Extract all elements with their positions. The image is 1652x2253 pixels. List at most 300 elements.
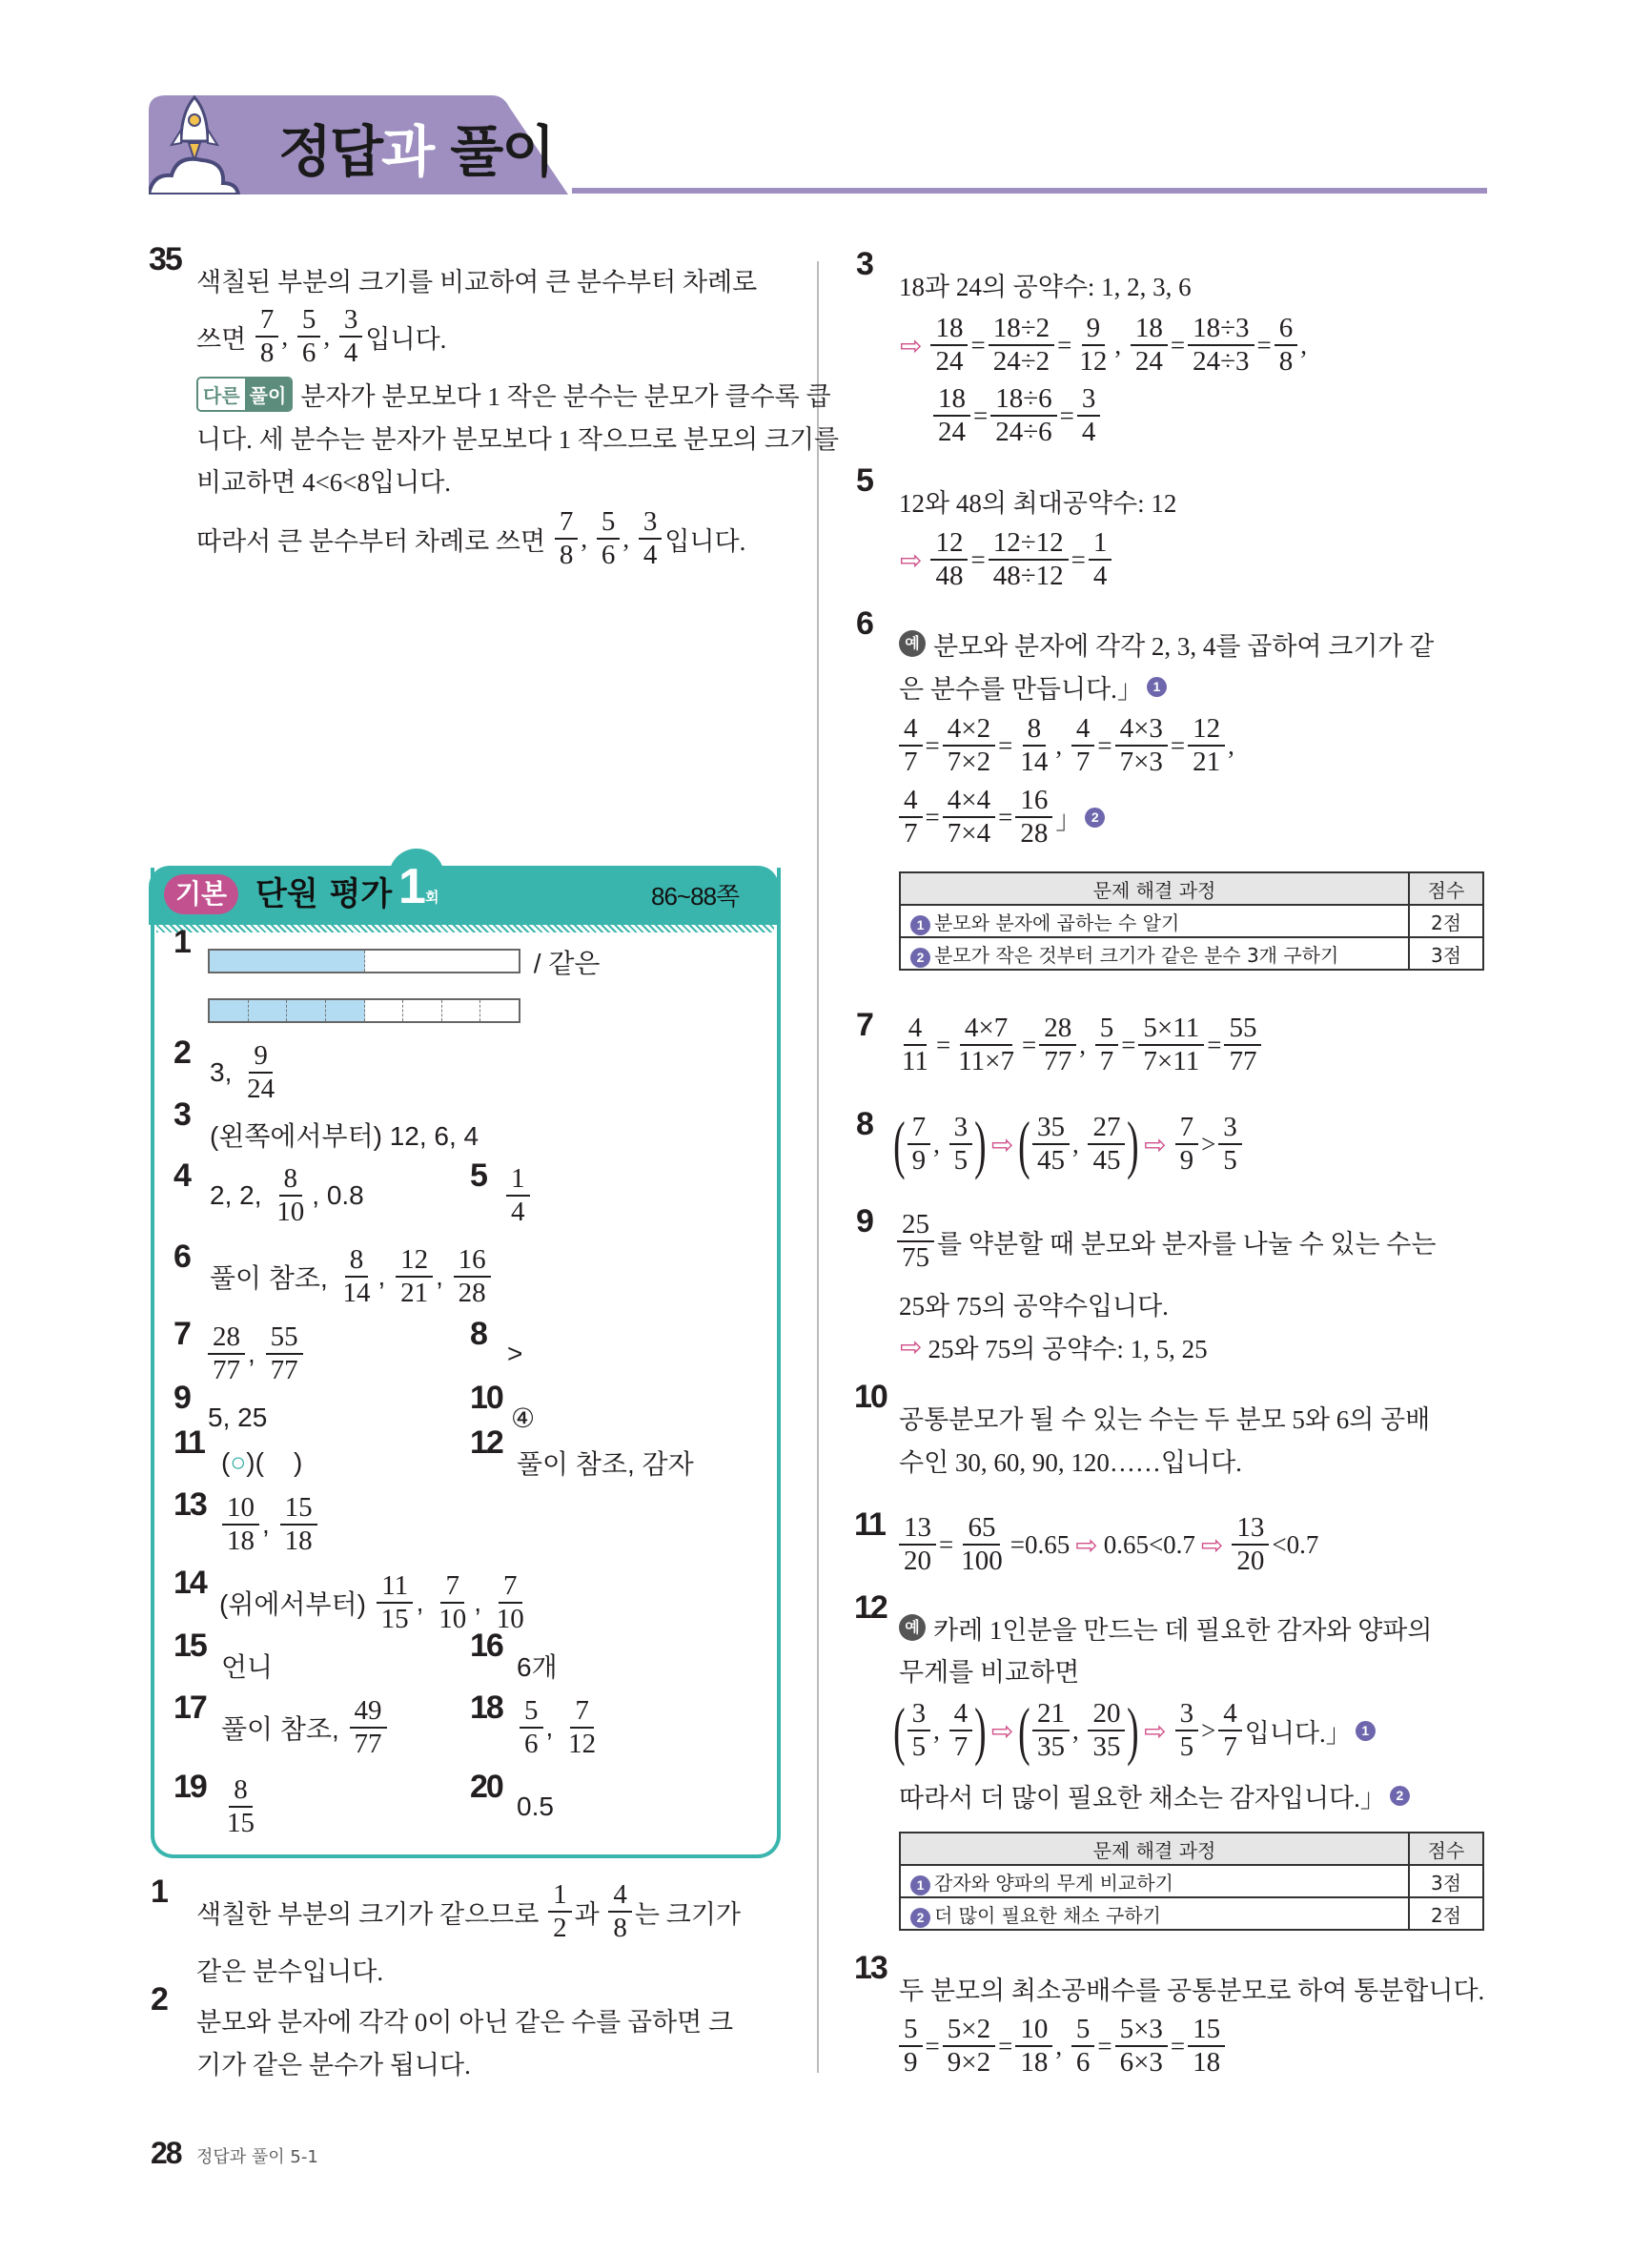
- text: 과: [574, 1899, 606, 1929]
- denominator: 24: [938, 417, 966, 447]
- fraction: [930, 313, 968, 378]
- text: ,: [474, 1587, 489, 1617]
- denominator: 9: [904, 2047, 918, 2078]
- fraction: [943, 2014, 995, 2079]
- numerator: 7: [440, 1570, 464, 1604]
- answer: [517, 1690, 603, 1766]
- text: =: [970, 544, 986, 574]
- fraction: [908, 1112, 931, 1177]
- title-part: 정답: [278, 119, 382, 184]
- step-marker: 2: [1390, 1786, 1410, 1806]
- text: =: [998, 730, 1013, 760]
- numerator: 8: [345, 1244, 369, 1278]
- fraction: [1015, 713, 1052, 778]
- text: ,: [1114, 330, 1128, 359]
- denominator: 77: [270, 1355, 298, 1385]
- fraction: [1218, 1112, 1242, 1177]
- text: ,: [1079, 1030, 1092, 1059]
- step-text: 분모와 분자에 곱하는 수 알기: [934, 911, 1180, 934]
- step-points: 3점: [1409, 1865, 1483, 1897]
- fraction: [434, 1570, 471, 1635]
- denominator: 18: [227, 1526, 255, 1556]
- text: =: [998, 2031, 1013, 2060]
- numerator: 27: [1088, 1112, 1125, 1145]
- text: ,: [545, 1712, 561, 1742]
- page-range: 86~88쪽: [651, 882, 740, 911]
- numerator: 18: [1131, 313, 1168, 346]
- parenthesis: (: [893, 1694, 906, 1767]
- answer: [517, 1424, 694, 1501]
- arrow-icon: ⇨: [900, 1330, 923, 1362]
- step-points: 2점: [1409, 905, 1483, 937]
- text: (위에서부터): [219, 1589, 374, 1619]
- denominator: 21: [400, 1278, 429, 1308]
- problem-number: 7: [856, 1007, 872, 1043]
- step-marker: 1: [1356, 1721, 1376, 1741]
- fraction: [266, 1321, 303, 1386]
- answer: [210, 1157, 364, 1234]
- text: ,: [323, 321, 337, 351]
- step-text: 더 많이 필요한 채소 구하기: [934, 1903, 1161, 1927]
- numerator: 12÷12: [989, 527, 1069, 561]
- denominator: 24: [1134, 346, 1163, 377]
- solution-line: [896, 707, 1234, 784]
- fraction: [563, 1695, 601, 1760]
- denominator: 2: [553, 1913, 567, 1943]
- numerator: 9: [1082, 313, 1106, 346]
- page-number: 28: [151, 2136, 181, 2170]
- bar-segment-filled: [210, 1000, 249, 1021]
- denominator: 4: [343, 338, 358, 368]
- answer-number: 18: [470, 1690, 502, 1726]
- title-part: 과: [381, 119, 434, 184]
- denominator: 8: [1278, 346, 1294, 377]
- text: 25와 75의 공약수: 1, 5, 25: [928, 1334, 1208, 1363]
- fraction: [899, 1512, 936, 1577]
- numerator: 5: [1071, 2014, 1095, 2047]
- fraction: [548, 1879, 572, 1944]
- denominator: 45: [1036, 1145, 1065, 1176]
- solution-line: [894, 1308, 1208, 1384]
- text: )( ): [246, 1447, 303, 1477]
- answer: [526, 924, 600, 1000]
- denominator: 7: [904, 747, 918, 777]
- text: 카레 1인분을 만드는 데 필요한 감자와 양파의: [933, 1615, 1433, 1645]
- fraction: [1088, 1698, 1125, 1763]
- fraction: [555, 506, 579, 571]
- solution-line: [894, 307, 1307, 383]
- text: <0.7: [1272, 1529, 1319, 1559]
- numerator: 5: [899, 2014, 923, 2047]
- denominator: 11: [902, 1046, 928, 1076]
- problem-number: 3: [856, 246, 872, 282]
- answer-number: 9: [173, 1380, 190, 1416]
- fraction: [1077, 383, 1101, 448]
- text: >: [507, 1339, 523, 1368]
- text: 니다. 세 분수는 분자가 분모보다 1 작으므로 분모의 크기를: [196, 424, 840, 454]
- fraction: [520, 1695, 543, 1760]
- numerator: 7: [570, 1695, 594, 1729]
- answer-number: 7: [173, 1316, 190, 1352]
- text: ,: [416, 1587, 432, 1617]
- denominator: 7: [1099, 1046, 1114, 1076]
- text: =: [1097, 2031, 1112, 2060]
- bar-segment-filled: [326, 1000, 365, 1021]
- denominator: 35: [1036, 1731, 1065, 1762]
- fraction: [1015, 2014, 1052, 2079]
- denominator: 24÷3: [1193, 346, 1250, 377]
- scoring-table: [899, 1832, 1484, 1931]
- round-number: 1: [398, 859, 426, 914]
- example-badge: 예: [899, 1614, 926, 1641]
- numerator: 28: [208, 1321, 245, 1355]
- text: =: [1170, 330, 1186, 359]
- denominator: 9×2: [947, 2047, 991, 2078]
- answer-number: 8: [470, 1316, 486, 1352]
- text: 18과 24의 공약수: 1, 2, 3, 6: [899, 272, 1192, 301]
- fraction: [949, 1698, 973, 1763]
- fraction: [989, 313, 1054, 378]
- answer-number: 13: [173, 1486, 206, 1523]
- column-divider: [817, 261, 819, 2073]
- numerator: 25: [897, 1209, 934, 1242]
- text: 풀이 참조,: [221, 1714, 347, 1744]
- denominator: 6×3: [1119, 2047, 1163, 2078]
- denominator: 24÷6: [995, 417, 1052, 447]
- fraction: [1088, 1112, 1125, 1177]
- text: ,: [1055, 730, 1069, 760]
- text: (: [221, 1447, 231, 1477]
- denominator: 8: [613, 1913, 627, 1943]
- problem-number: 12: [854, 1589, 887, 1626]
- unit-test-title: 단원 평가: [255, 875, 393, 913]
- denominator: 100: [961, 1546, 1003, 1576]
- denominator: 6: [301, 338, 316, 368]
- numerator: 5: [520, 1695, 543, 1729]
- numerator: 12: [396, 1244, 433, 1278]
- text: 25와 75의 공약수입니다.: [899, 1291, 1169, 1321]
- numerator: 9: [249, 1040, 273, 1074]
- bar-segment: [442, 1000, 481, 1021]
- text: 입니다.: [664, 526, 746, 556]
- denominator: 35: [1092, 1731, 1121, 1762]
- numerator: 21: [1032, 1698, 1070, 1731]
- fraction: [1032, 1698, 1070, 1763]
- text: 무게를 비교하면: [899, 1657, 1080, 1687]
- text: 5, 25: [208, 1403, 268, 1432]
- fraction: [1015, 785, 1052, 850]
- text: 12와 48의 최대공약수: 12: [899, 488, 1177, 518]
- fraction: [1188, 713, 1225, 778]
- fraction: [943, 785, 995, 850]
- denominator: 11×7: [958, 1046, 1014, 1076]
- answer-number: 10: [470, 1380, 502, 1416]
- fraction: [396, 1244, 433, 1309]
- bar-segment: [480, 1000, 519, 1021]
- problem-number: 5: [856, 462, 872, 499]
- denominator: 8: [259, 338, 275, 368]
- example-badge: 예: [899, 630, 926, 657]
- arrow-icon: ⇨: [900, 329, 923, 361]
- text: =: [973, 400, 989, 430]
- text: 색칠된 부분의 크기를 비교하여 큰 분수부터 차례로: [196, 267, 758, 297]
- bar-segment: [403, 1000, 442, 1021]
- numerator: 5×3: [1115, 2014, 1168, 2047]
- denominator: 6: [1075, 2047, 1091, 2078]
- bar-segment: [365, 951, 520, 972]
- denominator: 77: [1044, 1046, 1072, 1076]
- text: 공통분모가 될 수 있는 수는 두 분모 5와 6의 공배: [899, 1404, 1431, 1434]
- text: 풀이 참조,: [210, 1263, 336, 1293]
- numerator: 10: [1015, 2014, 1052, 2047]
- bar-segment: [365, 1000, 404, 1021]
- text: 수인 30, 60, 90, 120……입니다.: [899, 1447, 1242, 1477]
- fraction: [1175, 1112, 1199, 1177]
- problem-number: 35: [149, 241, 181, 277]
- text: =: [1207, 1030, 1222, 1059]
- denominator: 14: [1020, 747, 1049, 777]
- solution-line: [894, 522, 1114, 598]
- numerator: 4: [1071, 713, 1095, 747]
- fraction: [1131, 313, 1168, 378]
- denominator: 9: [911, 1145, 927, 1176]
- badge-part: 풀이: [245, 379, 292, 410]
- numerator: 3: [1218, 1112, 1242, 1145]
- arrow-icon: ⇨: [990, 1128, 1014, 1160]
- answer: [219, 1486, 320, 1563]
- text: 2, 2,: [210, 1180, 270, 1210]
- numerator: 13: [1232, 1512, 1269, 1546]
- numerator: 1: [506, 1163, 530, 1197]
- numerator: 5×11: [1138, 1013, 1204, 1046]
- answer-number: 14: [173, 1565, 206, 1601]
- arrow-icon: ⇨: [1144, 1714, 1167, 1747]
- text: 따라서 큰 분수부터 차례로 쓰면: [196, 526, 552, 556]
- problem-number: 2: [151, 1981, 167, 2017]
- numerator: 3: [949, 1112, 973, 1145]
- denominator: 7×4: [947, 818, 991, 849]
- numerator: 4: [899, 785, 923, 818]
- solution-line: [894, 1106, 1245, 1182]
- denominator: 7×2: [947, 747, 991, 777]
- answer-number: 2: [173, 1034, 190, 1071]
- step-marker: 2: [1085, 808, 1105, 828]
- denominator: 4: [511, 1197, 525, 1227]
- denominator: 6: [601, 540, 616, 570]
- solution-line: [899, 1757, 1414, 1833]
- solution-line: [196, 2024, 471, 2100]
- problem-number: 6: [856, 605, 872, 642]
- text: =: [925, 730, 940, 760]
- denominator: 28: [458, 1278, 486, 1308]
- denominator: 77: [354, 1729, 382, 1759]
- solution-line: [930, 378, 1103, 454]
- numerator: 1: [548, 1879, 572, 1913]
- fraction: [949, 1112, 973, 1177]
- answer-number: 6: [173, 1239, 190, 1275]
- denominator: 12: [1079, 346, 1108, 377]
- fraction: [908, 1698, 931, 1763]
- text: =: [1071, 544, 1086, 574]
- fraction: [897, 1013, 933, 1077]
- text: =: [1170, 2031, 1186, 2060]
- denominator: 6: [524, 1729, 539, 1759]
- numerator: 35: [1032, 1112, 1070, 1145]
- denominator: 14: [342, 1278, 371, 1308]
- text: =: [935, 1030, 951, 1059]
- numerator: 4: [608, 1879, 632, 1913]
- numerator: 3: [339, 304, 363, 338]
- text: ,: [1071, 1129, 1086, 1158]
- fraction: [350, 1695, 387, 1760]
- denominator: 4: [1092, 561, 1108, 591]
- parenthesis: ): [974, 1694, 987, 1767]
- step-number: 1: [910, 915, 930, 935]
- header-process: 문제 해결 과정: [900, 872, 1409, 905]
- denominator: 10: [496, 1604, 524, 1634]
- fraction: [454, 1244, 491, 1309]
- answer: [219, 1769, 262, 1845]
- fraction: [506, 1163, 530, 1228]
- text: =: [1059, 400, 1074, 430]
- fraction: [597, 506, 621, 571]
- text: 분모와 분자에 각각 0이 아닌 같은 수를 곱하면 크: [196, 2007, 734, 2037]
- text: (왼쪽에서부터) 12, 6, 4: [210, 1121, 479, 1151]
- fraction: [280, 1492, 317, 1557]
- fraction: [1218, 1698, 1242, 1763]
- fraction-bar-eighths: [208, 998, 520, 1023]
- text: =: [970, 330, 986, 359]
- numerator: 7: [255, 304, 279, 338]
- numerator: 15: [1188, 2014, 1225, 2047]
- fraction: [608, 1879, 632, 1944]
- fraction: [1089, 527, 1112, 592]
- text: 쓰면: [196, 324, 253, 354]
- denominator: 48: [935, 561, 964, 591]
- denominator: 15: [380, 1604, 409, 1634]
- fraction: [1275, 313, 1298, 378]
- step-number: 1: [910, 1875, 930, 1895]
- denominator: 21: [1193, 747, 1221, 777]
- numerator: 55: [1224, 1013, 1261, 1046]
- answer-number: 17: [173, 1690, 206, 1726]
- denominator: 24÷2: [992, 346, 1050, 377]
- text: ,: [933, 1129, 947, 1158]
- fraction: [1071, 2014, 1095, 2079]
- fraction: [377, 1570, 414, 1635]
- step-text: 분모가 작은 것부터 크기가 같은 분수 3개 구하기: [934, 943, 1339, 967]
- numerator: 6: [1275, 313, 1298, 346]
- fraction: [1224, 1013, 1261, 1077]
- fraction: [1188, 2014, 1225, 2079]
- fraction: [953, 1013, 1019, 1077]
- page-title: [278, 107, 553, 187]
- answer: [503, 1157, 533, 1234]
- text: 따라서 더 많이 필요한 채소는 감자입니다.」: [899, 1783, 1386, 1813]
- fraction: [930, 527, 968, 592]
- problem-number: 13: [854, 1950, 887, 1986]
- text: 색칠한 부분의 크기가 같으므로: [196, 1899, 546, 1929]
- fraction: [1232, 1512, 1269, 1577]
- numerator: 4×4: [943, 785, 995, 818]
- solution-line: [196, 501, 745, 577]
- table-row: [900, 905, 1483, 937]
- denominator: 28: [1020, 818, 1049, 849]
- denominator: 8: [559, 540, 574, 570]
- text: =: [1121, 1030, 1136, 1059]
- text: 같은 분수입니다.: [196, 1956, 384, 1986]
- answer-number: 20: [470, 1769, 502, 1805]
- numerator: 3: [1175, 1698, 1199, 1731]
- arrow-icon: ⇨: [1144, 1128, 1167, 1160]
- fraction: [1138, 1013, 1204, 1077]
- fraction: [943, 713, 995, 778]
- numerator: 13: [899, 1512, 936, 1546]
- text: ,: [1071, 1715, 1086, 1745]
- denominator: 5: [953, 1145, 969, 1176]
- text: 두 분모의 최소공배수를 공통분모로 하여 통분합니다.: [899, 1976, 1485, 2005]
- numerator: 7: [499, 1570, 522, 1604]
- text: ,: [1055, 2031, 1069, 2060]
- numerator: 10: [222, 1492, 259, 1526]
- numerator: 4×7: [960, 1013, 1012, 1046]
- fraction: [208, 1321, 245, 1386]
- text: 6개: [517, 1652, 558, 1682]
- answer-number: 3: [173, 1096, 190, 1133]
- denominator: 10: [276, 1197, 305, 1227]
- numerator: 16: [1015, 785, 1052, 818]
- text: , 0.8: [312, 1180, 364, 1210]
- text: ,: [581, 523, 594, 553]
- denominator: 77: [1229, 1046, 1257, 1076]
- text: 를 약분할 때 분모와 분자를 나눌 수 있는 수는: [937, 1229, 1437, 1259]
- round-suffix: 회: [425, 889, 439, 906]
- step-marker: 1: [1147, 677, 1167, 697]
- numerator: 4×3: [1115, 713, 1168, 747]
- solution-line: [896, 779, 1109, 855]
- numerator: 16: [454, 1244, 491, 1278]
- text: 는 크기가: [634, 1899, 741, 1929]
- header-process: 문제 해결 과정: [900, 1833, 1409, 1865]
- text: ,: [622, 523, 636, 553]
- answer-number: 4: [173, 1157, 190, 1194]
- header-score: 점수: [1409, 872, 1483, 905]
- text: =0.65: [1010, 1529, 1071, 1559]
- denominator: 24: [247, 1074, 275, 1104]
- parenthesis: (: [1018, 1694, 1030, 1767]
- denominator: 18: [1193, 2047, 1221, 2078]
- text: >: [1201, 1715, 1216, 1745]
- header-score: 점수: [1409, 1833, 1483, 1865]
- denominator: 18: [284, 1526, 313, 1556]
- text: 은 분수를 만듭니다.」: [899, 674, 1143, 704]
- denominator: 7: [904, 818, 918, 849]
- fraction: [222, 1774, 259, 1839]
- fraction: [897, 1209, 934, 1274]
- solution-line: [899, 1422, 1242, 1498]
- text: =: [1170, 730, 1186, 760]
- solution-line: [896, 2008, 1228, 2084]
- answer-number: 16: [470, 1628, 502, 1664]
- text: ④: [511, 1403, 536, 1433]
- answer: [210, 1239, 494, 1315]
- text: 분모와 분자에 각각 2, 3, 4를 곱하여 크기가 같: [933, 631, 1435, 661]
- text: ,: [377, 1261, 394, 1291]
- arrow-icon: ⇨: [900, 543, 923, 576]
- text: =: [925, 2031, 940, 2060]
- numerator: 12: [930, 527, 968, 561]
- denominator: 12: [568, 1729, 597, 1759]
